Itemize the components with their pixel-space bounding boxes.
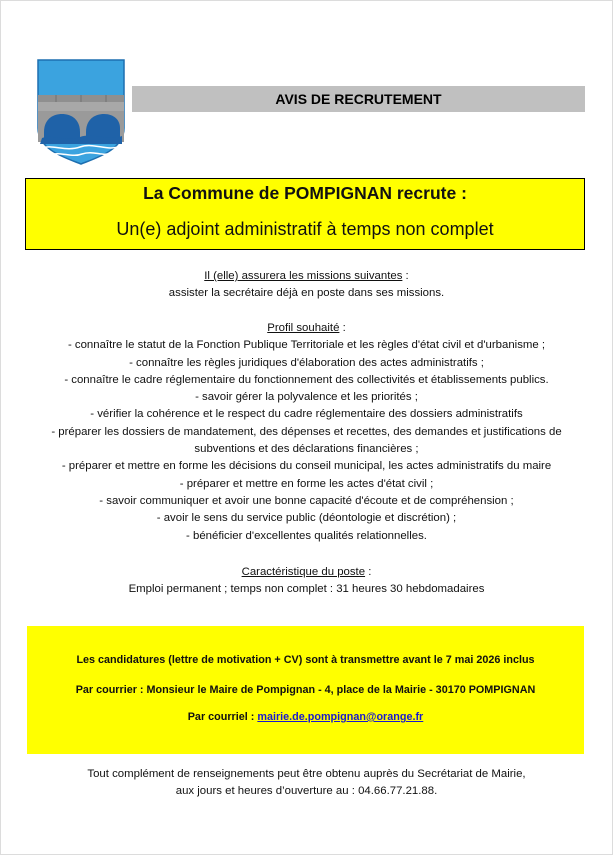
profil-item: - vérifier la cohérence et le respect du cadre réglementaire des dossiers administratifs [90,408,523,421]
caracteristique-text: Emploi permanent ; temps non complet : 31 heures 30 hebdomadaires [128,583,485,596]
profil-item: - bénéficier d'excellentes qualités relationnelles. [186,529,427,542]
profil-item: - connaître le cadre réglementaire du fonctionnement des collectivités et établissements publics. [64,373,549,386]
profil-item: - savoir gérer la polyvalence et les priorités ; [195,391,418,404]
profil-item: - savoir communiquer et avoir une bonne capacité d'écoute et de compréhension ; [99,494,514,507]
missions-text: assister la secrétaire déjà en poste dans ses missions. [168,287,445,300]
footer-contact [20,766,593,800]
profil-section [20,320,593,545]
email-link[interactable]: mairie.de.pompignan@orange.fr [257,711,424,723]
recruitment-banner: AVIS DE RECRUTEMENT [132,86,585,112]
headline-title: La Commune de POMPIGNAN recrute : [143,183,467,203]
footer-line: aux jours et heures d’ouverture au : 04.66.77.21.88. [175,785,438,797]
profil-heading: Profil souhaité : [267,322,346,334]
missions-section [20,268,593,303]
headline-box [25,178,585,250]
candidatures-email-line: Par courriel : mairie.de.pompignan@orange.fr [187,711,424,723]
headline-subtitle: Un(e) adjoint administratif à temps non complet [116,219,494,239]
missions-heading: Il (elle) assurera les missions suivantes : [204,270,409,282]
candidatures-deadline: Les candidatures (lettre de motivation + CV) sont à transmettre avant le 7 mai 2026 inclus [76,654,535,666]
footer-line: Tout complément de renseignements peut être obtenu auprès du Secrétariat de Mairie, [87,768,526,780]
profil-item: - préparer et mettre en forme les décisions du conseil municipal, les actes administratifs du maire [61,460,552,473]
profil-item: subventions et des déclarations financières ; [194,443,419,456]
caracteristique-section [20,564,593,599]
profil-item: - préparer et mettre en forme les actes d'état civil ; [179,477,434,490]
profil-item: - connaître le statut de la Fonction Publique Territoriale et les règles d'état civil et d'urbanisme ; [67,339,546,352]
candidatures-postal-address: Par courrier : Monsieur le Maire de Pompignan - 4, place de la Mairie - 30170 POMPIGNAN [75,684,536,696]
profil-item: - préparer les dossiers de mandatement, des dépenses et recettes, des demandes et justifications de [51,425,562,438]
bridge-coat-of-arms-icon [36,58,126,166]
candidatures-box [27,626,584,754]
caracteristique-heading: Caractéristique du poste : [241,566,372,578]
profil-item: - avoir le sens du service public (déontologie et discrétion) ; [156,512,457,525]
profil-item: - connaître les règles juridiques d'élaboration des actes administratifs ; [129,356,484,369]
